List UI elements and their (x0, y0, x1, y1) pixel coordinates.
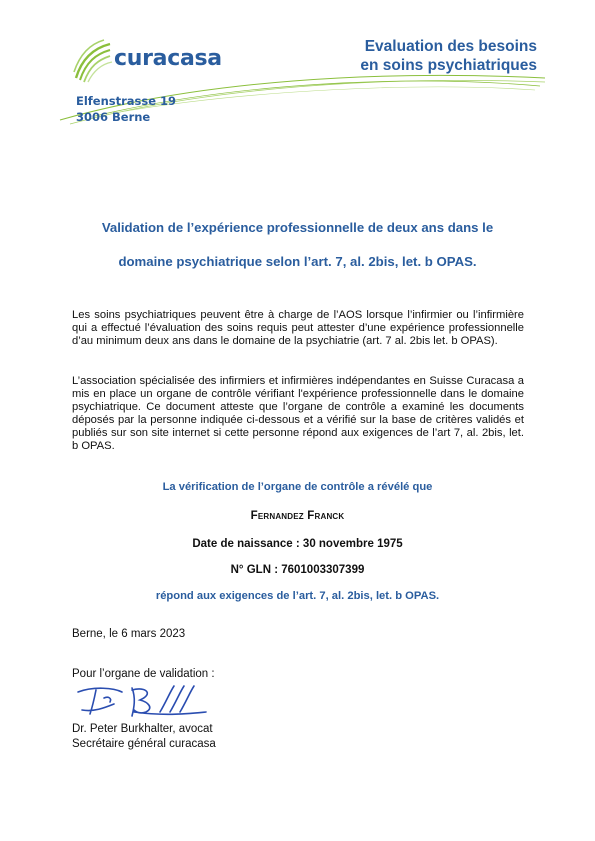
address-block (76, 93, 176, 125)
place-date: Berne, le 6 mars 2023 (72, 628, 186, 640)
signer-name: Dr. Peter Burkhalter, avocat (72, 723, 213, 735)
header-title-line2: en soins psychiatriques (360, 57, 537, 74)
gln-number: N° GLN : 7601003307399 (230, 564, 365, 576)
person-name-text: Fernandez Franck (250, 510, 345, 522)
curacasa-logo (72, 38, 232, 84)
paragraph-intro: Les soins psychiatriques peuvent être à charge de l’AOS lorsque l’infirmier ou l’infirmière qui a effectué l’évaluation des soins requis peut attester d’une expérience professionnelle d’au minimum deux ans dans le domaine de la psychiatrie (art. 7 al. 2bis let. b OPAS). (72, 309, 524, 347)
document-title (60, 220, 535, 288)
logo-wordmark: curacasa (114, 46, 222, 71)
paragraph-association: L’association spécialisée des infirmiers et infirmières indépendantes en Suisse Curacasa a mis en place un organe de contrôle vérifiant l'expérience professionnelle dans le domaine psychiatrique. Ce document atteste que l’organe de contrôle a examiné les documents déposés par la personne indiquée ci-dessous et a vérifié sur la base de critères validés et publiés sur son site internet si cette personne répond aux exigences de l’art 7, al. 2bis, let. b OPAS. (72, 375, 524, 452)
address-street: Elfenstrasse 19 (76, 94, 177, 108)
verification-result: répond aux exigences de l’art. 7, al. 2bis, let. b OPAS. (155, 590, 440, 602)
curacasa-swoosh-icon (72, 38, 114, 84)
person-name (60, 510, 535, 522)
document-title-line1: Validation de l’expérience professionnelle de deux ans dans le (101, 220, 494, 235)
header-title (277, 37, 537, 75)
header-title-line1: Evaluation des besoins (364, 38, 537, 55)
verification-intro: La vérification de l’organe de contrôle a révélé que (162, 481, 433, 493)
date-of-birth: Date de naissance : 30 novembre 1975 (192, 538, 403, 550)
signer-role: Secrétaire général curacasa (72, 738, 216, 750)
signer-block (72, 722, 216, 752)
document-title-line2: domaine psychiatrique selon l’art. 7, al. 2bis, let. b OPAS. (118, 254, 477, 269)
signature-label: Pour l’organe de validation : (72, 668, 215, 680)
address-city: 3006 Berne (76, 110, 151, 124)
handwritten-signature (74, 682, 214, 722)
